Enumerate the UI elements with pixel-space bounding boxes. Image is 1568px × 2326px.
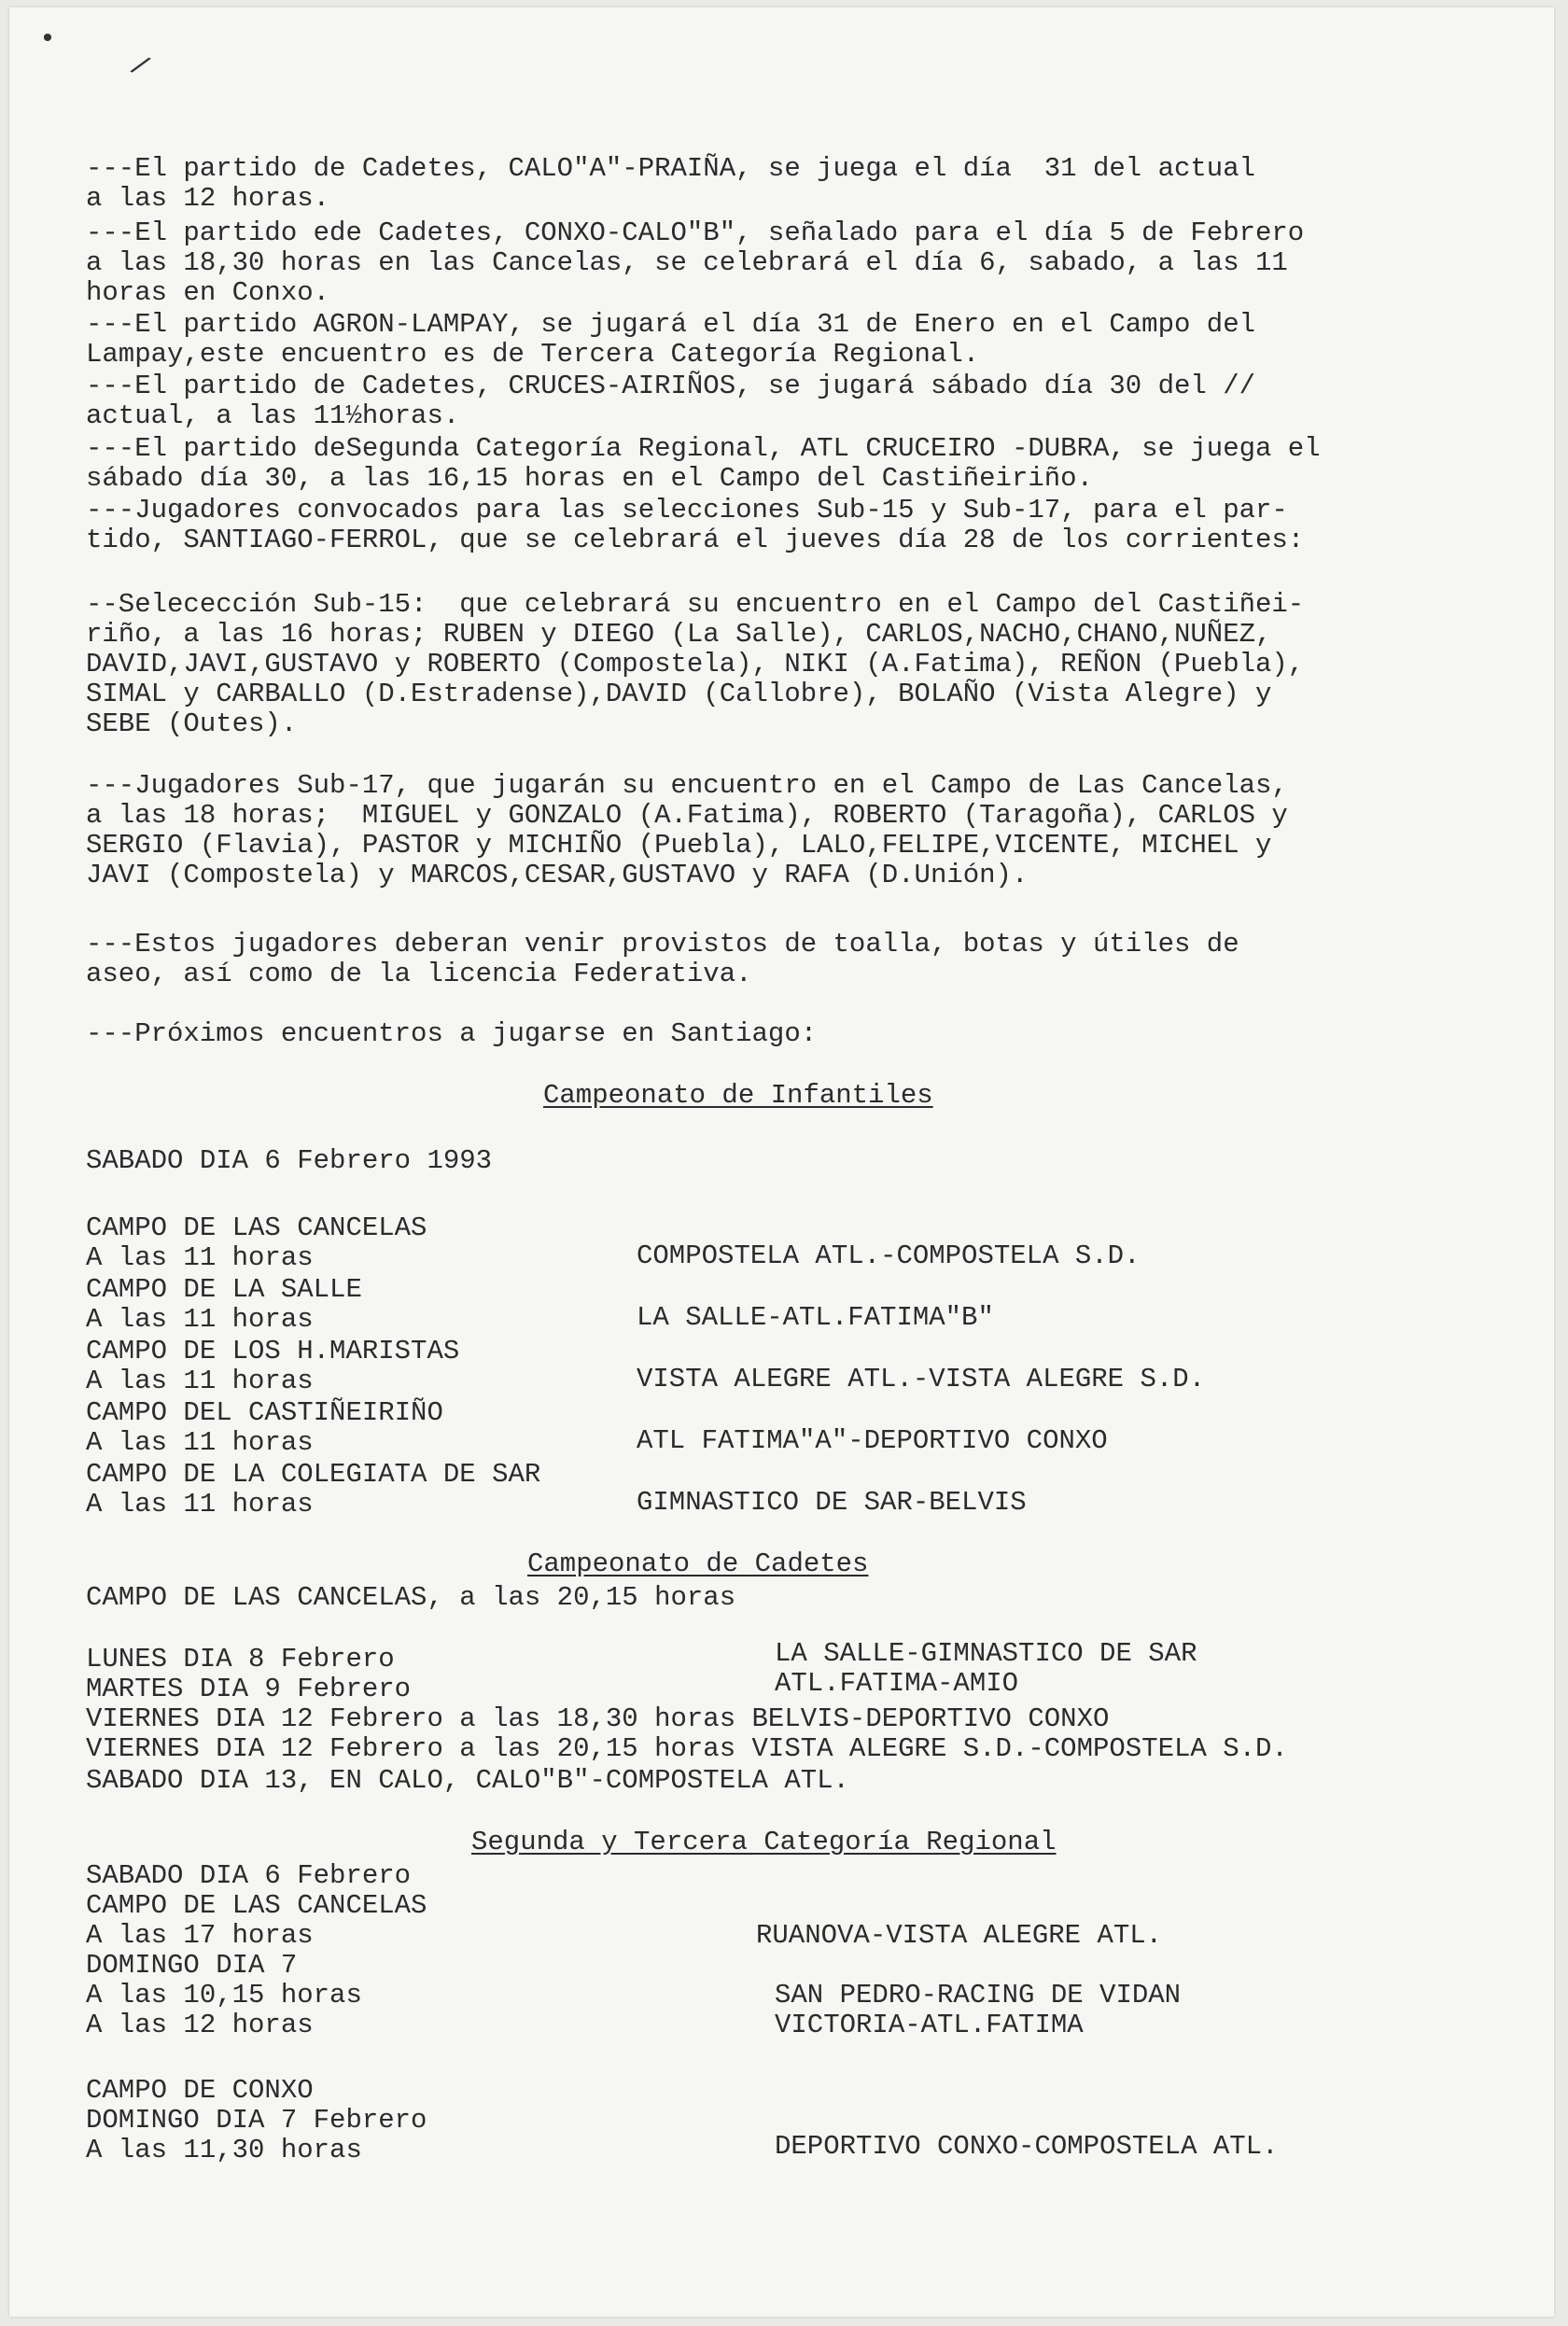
notice-line: ---Jugadores convocados para las selecciones Sub-15 y Sub-17, para el par-	[86, 495, 1288, 525]
venue-line: CAMPO DE LAS CANCELAS	[86, 1890, 427, 1921]
date-line: SABADO DIA 6 Febrero	[86, 1860, 412, 1891]
fixture-line: VICTORIA-ATL.FATIMA	[775, 2010, 1084, 2040]
fixture-line: COMPOSTELA ATL.-COMPOSTELA S.D.	[637, 1240, 1141, 1271]
fixture-line: LA SALLE-ATL.FATIMA"B"	[637, 1302, 994, 1333]
notice-line: ---El partido ede Cadetes, CONXO-CALO"B", señalado para el día 5 de Febrero	[86, 217, 1305, 248]
sub15-line: DAVID,JAVI,GUSTAVO y ROBERTO (Compostela), NIKI (A.Fatima), REÑON (Puebla),	[86, 649, 1305, 680]
fixture-line: GIMNASTICO DE SAR-BELVIS	[637, 1487, 1027, 1518]
equipment-line: aseo, así como de la licencia Federativa.	[86, 959, 752, 989]
time-line: A las 11 horas	[86, 1427, 314, 1458]
time-line: A las 11 horas	[86, 1242, 314, 1273]
time-line: A las 12 horas	[86, 2010, 314, 2040]
pen-stroke-icon: /	[124, 49, 154, 87]
date-line: DOMINGO DIA 7	[86, 1950, 298, 1981]
venue-line: CAMPO DEL CASTIÑEIRIÑO	[86, 1397, 443, 1428]
fixture-line: LA SALLE-GIMNASTICO DE SAR	[775, 1638, 1197, 1669]
date-line: DOMINGO DIA 7 Febrero	[86, 2105, 427, 2136]
venue-line: CAMPO DE LA COLEGIATA DE SAR	[86, 1459, 541, 1490]
notice-line: a las 18,30 horas en las Cancelas, se celebrará el día 6, sabado, a las 11	[86, 247, 1288, 278]
venue-line: CAMPO DE CONXO	[86, 2075, 314, 2106]
typewritten-page	[9, 7, 1554, 2317]
fixture-line: ATL.FATIMA-AMIO	[775, 1668, 1019, 1699]
venue-line: CAMPO DE LAS CANCELAS	[86, 1212, 427, 1243]
time-line: A las 17 horas	[86, 1920, 314, 1951]
fixture-line: RUANOVA-VISTA ALEGRE ATL.	[756, 1920, 1163, 1951]
sub17-line: SERGIO (Flavia), PASTOR y MICHIÑO (Puebla), LALO,FELIPE,VICENTE, MICHEL y	[86, 830, 1272, 861]
infantiles-heading: Campeonato de Infantiles	[543, 1080, 933, 1111]
time-line: A las 11 horas	[86, 1489, 314, 1520]
venue-line: CAMPO DE LOS H.MARISTAS	[86, 1336, 460, 1366]
fixture-line: VIERNES DIA 12 Febrero a las 20,15 horas VISTA ALEGRE S.D.-COMPOSTELA S.D.	[86, 1733, 1288, 1764]
sub17-line: ---Jugadores Sub-17, que jugarán su encuentro en el Campo de Las Cancelas,	[86, 770, 1288, 801]
notice-line: a las 12 horas.	[86, 183, 330, 214]
notice-line: actual, a las 11½horas.	[86, 400, 460, 431]
fixture-line: VISTA ALEGRE ATL.-VISTA ALEGRE S.D.	[637, 1364, 1206, 1394]
time-line: A las 11 horas	[86, 1366, 314, 1396]
venue-line: CAMPO DE LA SALLE	[86, 1274, 362, 1305]
notice-line: tido, SANTIAGO-FERROL, que se celebrará el jueves día 28 de los corrientes:	[86, 525, 1305, 555]
cadetes-venue: CAMPO DE LAS CANCELAS, a las 20,15 horas	[86, 1582, 736, 1613]
next-matches-line: ---Próximos encuentros a jugarse en Santiago:	[86, 1018, 818, 1049]
sub15-line: --Selecección Sub-15: que celebrará su encuentro en el Campo del Castiñei-	[86, 589, 1305, 620]
regional-heading: Segunda y Tercera Categoría Regional	[471, 1827, 1057, 1857]
pen-mark-icon: •	[39, 24, 57, 56]
equipment-line: ---Estos jugadores deberan venir provistos de toalla, botas y útiles de	[86, 929, 1239, 960]
fixture-line: VIERNES DIA 12 Febrero a las 18,30 horas BELVIS-DEPORTIVO CONXO	[86, 1703, 1110, 1734]
notice-line: ---El partido de Cadetes, CALO"A"-PRAIÑA, se juega el día 31 del actual	[86, 153, 1256, 184]
notice-line: Lampay,este encuentro es de Tercera Categoría Regional.	[86, 339, 980, 370]
date-line: LUNES DIA 8 Febrero	[86, 1644, 395, 1674]
sub15-line: SEBE (Outes).	[86, 708, 298, 739]
fixture-line: DEPORTIVO CONXO-COMPOSTELA ATL.	[775, 2131, 1279, 2162]
fixture-line: ATL FATIMA"A"-DEPORTIVO CONXO	[637, 1425, 1108, 1456]
cadetes-heading: Campeonato de Cadetes	[527, 1548, 869, 1579]
time-line: A las 11,30 horas	[86, 2135, 362, 2165]
infantiles-date: SABADO DIA 6 Febrero 1993	[86, 1145, 493, 1176]
fixture-line: SABADO DIA 13, EN CALO, CALO"B"-COMPOSTELA ATL.	[86, 1765, 849, 1796]
document-body	[9, 7, 1554, 2317]
fixture-line: SAN PEDRO-RACING DE VIDAN	[775, 1980, 1182, 2011]
notice-line: ---El partido AGRON-LAMPAY, se jugará el día 31 de Enero en el Campo del	[86, 309, 1256, 340]
sub15-line: SIMAL y CARBALLO (D.Estradense),DAVID (Callobre), BOLAÑO (Vista Alegre) y	[86, 679, 1272, 709]
notice-line: horas en Conxo.	[86, 277, 330, 308]
sub15-line: riño, a las 16 horas; RUBEN y DIEGO (La Salle), CARLOS,NACHO,CHANO,NUÑEZ,	[86, 619, 1272, 650]
time-line: A las 11 horas	[86, 1304, 314, 1335]
notice-line: sábado día 30, a las 16,15 horas en el Campo del Castiñeiriño.	[86, 463, 1093, 494]
notice-line: ---El partido deSegunda Categoría Regional, ATL CRUCEIRO -DUBRA, se juega el	[86, 433, 1321, 464]
time-line: A las 10,15 horas	[86, 1980, 362, 2011]
date-line: MARTES DIA 9 Febrero	[86, 1674, 412, 1704]
notice-line: ---El partido de Cadetes, CRUCES-AIRIÑOS, se jugará sábado día 30 del //	[86, 371, 1256, 401]
sub17-line: a las 18 horas; MIGUEL y GONZALO (A.Fatima), ROBERTO (Taragoña), CARLOS y	[86, 800, 1288, 831]
sub17-line: JAVI (Compostela) y MARCOS,CESAR,GUSTAVO y RAFA (D.Unión).	[86, 860, 1029, 890]
